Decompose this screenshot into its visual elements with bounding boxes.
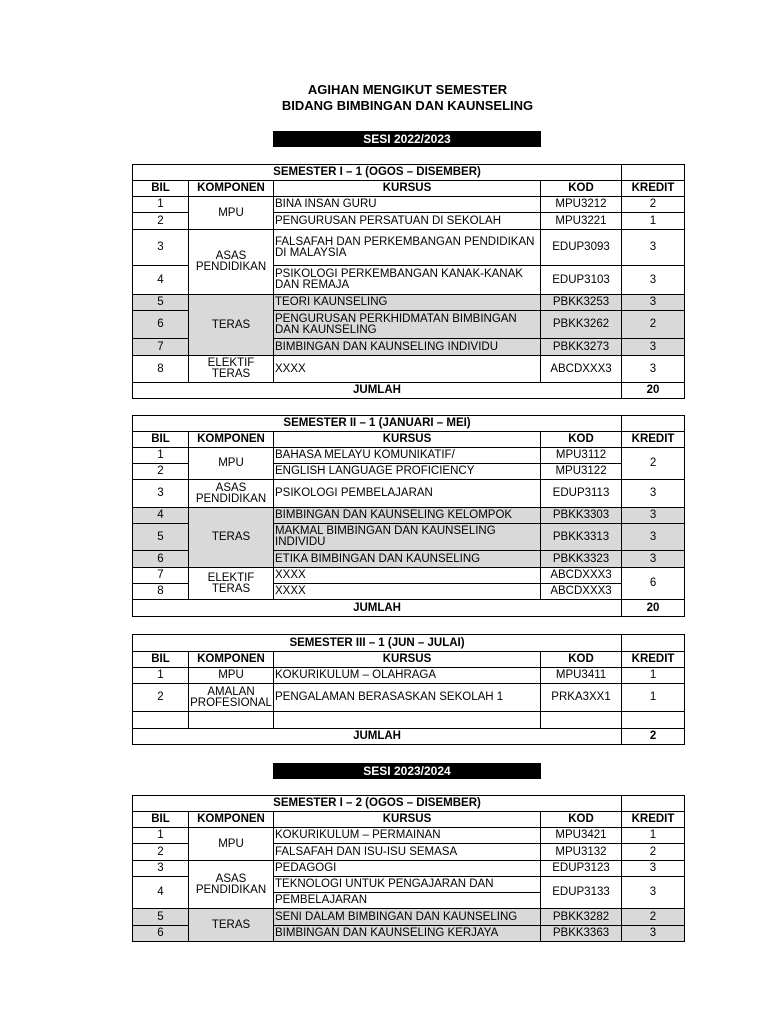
row-kod: PBKK3303: [541, 508, 622, 524]
row-komponen: MPU: [189, 448, 274, 480]
row-kredit: 3: [622, 508, 685, 524]
row-kredit: 3: [622, 861, 685, 877]
row-komponen: MPU: [189, 668, 274, 684]
row-kursus: BIMBINGAN DAN KAUNSELING INDIVIDU: [274, 339, 541, 356]
row-komponen: MPU: [189, 197, 274, 230]
semester-title: SEMESTER I – 2 (OGOS – DISEMBER): [133, 796, 622, 812]
row-kod: EDUP3113: [541, 480, 622, 508]
semester-table-3-1: [132, 634, 685, 745]
row-bil: 1: [133, 668, 189, 684]
jumlah-label: JUMLAH: [133, 729, 622, 745]
row-kursus: PENGURUSAN PERKHIDMATAN BIMBINGAN DAN KAUNSELING: [274, 311, 541, 339]
row-kod: PBKK3282: [541, 909, 622, 926]
row-kursus: BINA INSAN GURU: [274, 197, 541, 213]
header-kod: KOD: [541, 432, 622, 448]
row-kredit: 6: [622, 568, 685, 600]
row-komponen: TERAS: [189, 295, 274, 356]
header-komponen: KOMPONEN: [189, 652, 274, 668]
semester-table-2-1: [132, 415, 685, 617]
row-bil: 4: [133, 508, 189, 524]
row-kursus: BIMBINGAN DAN KAUNSELING KELOMPOK: [274, 508, 541, 524]
semester-table-1-1: [132, 164, 685, 399]
jumlah-value: 20: [622, 600, 685, 617]
row-kursus: KOKURIKULUM – PERMAINAN: [274, 828, 541, 844]
table-row: [133, 909, 685, 926]
sesi-banner-2022-2023: SESI 2022/2023: [273, 131, 541, 147]
header-kredit: KREDIT: [622, 812, 685, 828]
row-kredit: 1: [622, 668, 685, 684]
row-bil: 4: [133, 877, 189, 909]
row-kredit: 1: [622, 828, 685, 844]
row-bil: 2: [133, 684, 189, 712]
header-bil: BIL: [133, 432, 189, 448]
row-bil: 2: [133, 213, 189, 230]
row-bil: 2: [133, 844, 189, 861]
row-kredit: 3: [622, 551, 685, 568]
row-kursus: PENGURUSAN PERSATUAN DI SEKOLAH: [274, 213, 541, 230]
row-bil: 8: [133, 356, 189, 383]
row-kredit: 2: [622, 909, 685, 926]
row-bil: 5: [133, 524, 189, 551]
row-kursus: PSIKOLOGI PEMBELAJARAN: [274, 480, 541, 508]
row-komponen: ELEKTIF TERAS: [189, 356, 274, 383]
row-kredit: 3: [622, 356, 685, 383]
row-kod: PBKK3273: [541, 339, 622, 356]
row-kursus: KOKURIKULUM – OLAHRAGA: [274, 668, 541, 684]
row-komponen: AMALAN PROFESIONAL: [189, 684, 274, 712]
row-kredit: 2: [622, 844, 685, 861]
row-komponen: TERAS: [189, 508, 274, 568]
row-kursus: MAKMAL BIMBINGAN DAN KAUNSELING INDIVIDU: [274, 524, 541, 551]
row-bil: 6: [133, 551, 189, 568]
row-kod: EDUP3123: [541, 861, 622, 877]
semester-title: SEMESTER I – 1 (OGOS – DISEMBER): [133, 165, 622, 181]
table-row: [133, 712, 685, 729]
row-bil: 7: [133, 339, 189, 356]
row-kursus-line1: TEKNOLOGI UNTUK PENGAJARAN DAN: [274, 877, 541, 893]
row-bil: 3: [133, 861, 189, 877]
row-kredit: 3: [622, 295, 685, 311]
row-kursus: XXXX: [274, 568, 541, 584]
row-kredit: 3: [622, 339, 685, 356]
table-row: [133, 508, 685, 524]
row-kursus: PEDAGOGI: [274, 861, 541, 877]
row-bil: 8: [133, 584, 189, 600]
row-kredit: 3: [622, 524, 685, 551]
row-kursus: FALSAFAH DAN ISU-ISU SEMASA: [274, 844, 541, 861]
table-row: [133, 197, 685, 213]
row-bil: 4: [133, 266, 189, 295]
row-kursus: ETIKA BIMBINGAN DAN KAUNSELING: [274, 551, 541, 568]
row-komponen: MPU: [189, 828, 274, 861]
row-kredit: 2: [622, 448, 685, 480]
table-row: [133, 295, 685, 311]
row-kredit: 3: [622, 480, 685, 508]
row-bil: 1: [133, 197, 189, 213]
row-kod: MPU3122: [541, 464, 622, 480]
header-komponen: KOMPONEN: [189, 181, 274, 197]
semester-title: SEMESTER II – 1 (JANUARI – MEI): [133, 416, 622, 432]
jumlah-label: JUMLAH: [133, 383, 622, 399]
row-kredit: 2: [622, 311, 685, 339]
row-kursus: XXXX: [274, 356, 541, 383]
row-kod: ABCDXXX3: [541, 584, 622, 600]
header-kursus: KURSUS: [274, 181, 541, 197]
header-bil: BIL: [133, 652, 189, 668]
row-kursus: PSIKOLOGI PERKEMBANGAN KANAK-KANAK DAN REMAJA: [274, 266, 541, 295]
row-kod: EDUP3093: [541, 230, 622, 266]
row-bil: 6: [133, 926, 189, 942]
table-row: [133, 828, 685, 844]
header-kod: KOD: [541, 181, 622, 197]
page-title-line1: AGIHAN MENGIKUT SEMESTER: [307, 82, 508, 97]
row-kursus: ENGLISH LANGUAGE PROFICIENCY: [274, 464, 541, 480]
row-komponen: ASAS PENDIDIKAN: [189, 861, 274, 909]
row-kredit: 1: [622, 213, 685, 230]
table-row: [133, 684, 685, 712]
row-kredit: 3: [622, 877, 685, 909]
row-kod: PBKK3253: [541, 295, 622, 311]
row-komponen: ASAS PENDIDIKAN: [189, 480, 274, 508]
row-kod: ABCDXXX3: [541, 568, 622, 584]
row-bil: 6: [133, 311, 189, 339]
row-kursus-line2: PEMBELAJARAN: [274, 893, 541, 909]
row-kredit: 3: [622, 230, 685, 266]
row-kursus: FALSAFAH DAN PERKEMBANGAN PENDIDIKAN DI MALAYSIA: [274, 230, 541, 266]
row-kursus: BIMBINGAN DAN KAUNSELING KERJAYA: [274, 926, 541, 942]
row-kod: PRKA3XX1: [541, 684, 622, 712]
row-bil: 5: [133, 909, 189, 926]
row-kredit: 3: [622, 266, 685, 295]
semester-title: SEMESTER III – 1 (JUN – JULAI): [133, 635, 622, 652]
row-kursus: PENGALAMAN BERASASKAN SEKOLAH 1: [274, 684, 541, 712]
row-kod: MPU3421: [541, 828, 622, 844]
table-row: [133, 568, 685, 584]
header-komponen: KOMPONEN: [189, 812, 274, 828]
header-komponen: KOMPONEN: [189, 432, 274, 448]
row-kod: PBKK3363: [541, 926, 622, 942]
row-kod: EDUP3103: [541, 266, 622, 295]
row-kod: MPU3411: [541, 668, 622, 684]
header-kod: KOD: [541, 652, 622, 668]
row-kod: MPU3112: [541, 448, 622, 464]
row-bil: 7: [133, 568, 189, 584]
row-bil: 5: [133, 295, 189, 311]
header-kredit: KREDIT: [622, 432, 685, 448]
row-kredit: 3: [622, 926, 685, 942]
row-komponen: ELEKTIF TERAS: [189, 568, 274, 600]
row-kod: PBKK3262: [541, 311, 622, 339]
row-komponen: ASAS PENDIDIKAN: [189, 230, 274, 295]
row-kod: EDUP3133: [541, 877, 622, 909]
table-row: [133, 668, 685, 684]
row-kredit: 1: [622, 684, 685, 712]
row-bil: 3: [133, 230, 189, 266]
row-kod: MPU3221: [541, 213, 622, 230]
row-kursus: SENI DALAM BIMBINGAN DAN KAUNSELING: [274, 909, 541, 926]
row-kursus: TEORI KAUNSELING: [274, 295, 541, 311]
sesi-banner-2023-2024: SESI 2023/2024: [273, 763, 541, 779]
header-kursus: KURSUS: [274, 652, 541, 668]
header-kredit: KREDIT: [622, 652, 685, 668]
row-kursus: BAHASA MELAYU KOMUNIKATIF/: [274, 448, 541, 464]
header-kursus: KURSUS: [274, 432, 541, 448]
table-row: [133, 356, 685, 383]
header-kredit: KREDIT: [622, 181, 685, 197]
row-bil: 3: [133, 480, 189, 508]
header-bil: BIL: [133, 181, 189, 197]
header-kod: KOD: [541, 812, 622, 828]
row-kod: MPU3132: [541, 844, 622, 861]
table-row: [133, 448, 685, 464]
row-kod: PBKK3323: [541, 551, 622, 568]
row-kod: ABCDXXX3: [541, 356, 622, 383]
row-kod: MPU3212: [541, 197, 622, 213]
page-title-line2: BIDANG BIMBINGAN DAN KAUNSELING: [281, 98, 534, 113]
row-bil: 2: [133, 464, 189, 480]
jumlah-label: JUMLAH: [133, 600, 622, 617]
row-kredit: 2: [622, 197, 685, 213]
row-bil: 1: [133, 828, 189, 844]
semester-table-1-2: [132, 795, 685, 942]
jumlah-value: 2: [622, 729, 685, 745]
table-row: [133, 480, 685, 508]
row-kursus: XXXX: [274, 584, 541, 600]
table-row: [133, 230, 685, 266]
header-bil: BIL: [133, 812, 189, 828]
row-komponen: TERAS: [189, 909, 274, 942]
row-bil: 1: [133, 448, 189, 464]
table-row: [133, 861, 685, 877]
row-kod: PBKK3313: [541, 524, 622, 551]
header-kursus: KURSUS: [274, 812, 541, 828]
jumlah-value: 20: [622, 383, 685, 399]
